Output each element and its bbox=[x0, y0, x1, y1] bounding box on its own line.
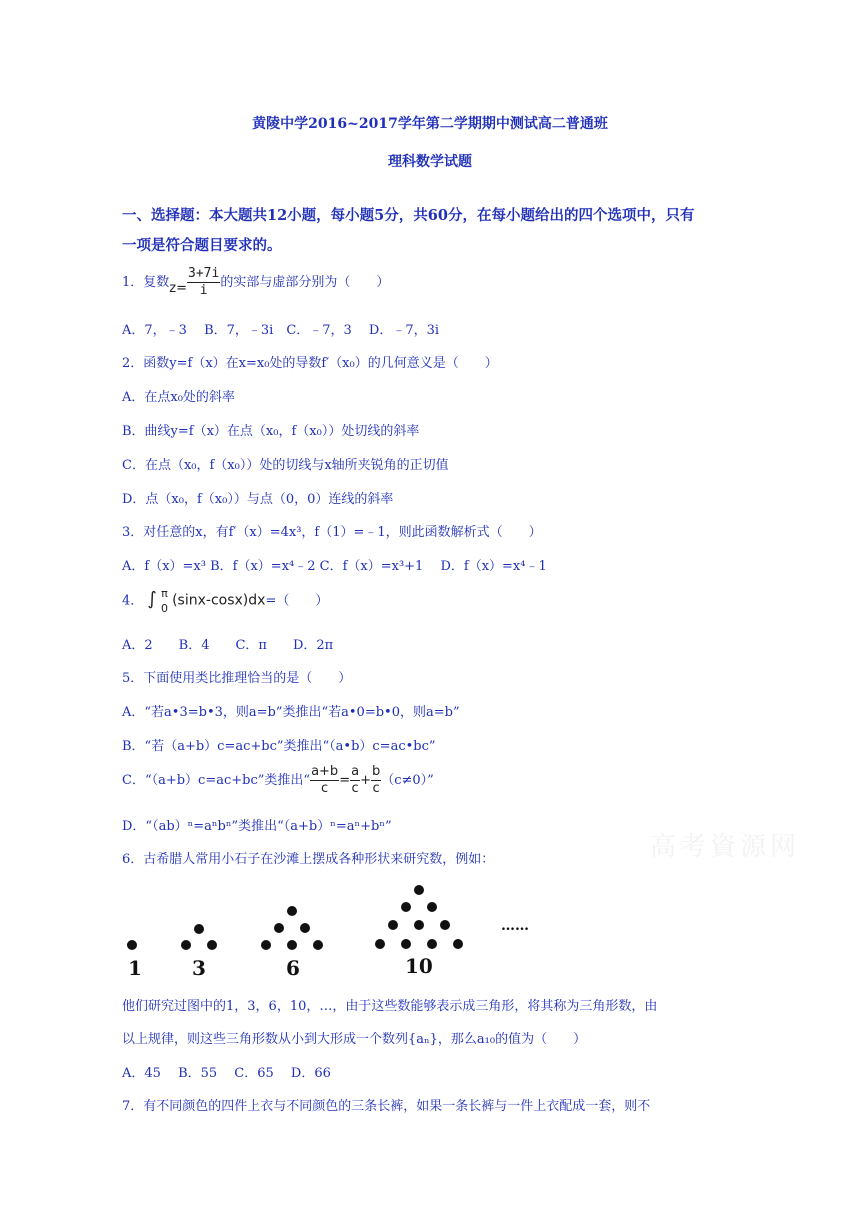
q5-frac-2-num: a bbox=[351, 764, 360, 779]
q5-option-c bbox=[122, 764, 434, 797]
figure-label-3: 3 bbox=[192, 956, 206, 980]
q6-text-line1: 他们研究过图中的1，3，6，10，…，由于这些数能够表示成三角形，将其称为三角形数，由 bbox=[122, 999, 658, 1014]
q7-stem: 7．有不同颜色的四件上衣与不同颜色的三条长裤，如果一条长裤与一件上衣配成一套，则不 bbox=[122, 1099, 651, 1114]
q2-option-a: A．在点x₀处的斜率 bbox=[122, 390, 235, 405]
q5-option-a: A．“若a•3=b•3，则a=b”类推出“若a•0=b•0，则a=b” bbox=[122, 705, 460, 720]
pebble bbox=[440, 920, 450, 930]
pebble bbox=[414, 920, 424, 930]
q5-option-b: B．“若（a+b）c=ac+bc”类推出“（a•b）c=ac•bc” bbox=[122, 739, 436, 754]
pebble bbox=[207, 940, 217, 950]
q5-frac-2 bbox=[350, 764, 360, 797]
q6-text-line2: 以上规律，则这些三角形数从小到大形成一个数列{aₙ}，那么a₁₀的值为（ ） bbox=[122, 1032, 587, 1047]
q4-stem bbox=[122, 588, 328, 614]
pebble bbox=[181, 940, 191, 950]
pebble bbox=[313, 940, 323, 950]
pebble bbox=[453, 939, 463, 949]
q4-upper-bound: π bbox=[161, 587, 168, 600]
q3-stem: 3．对任意的x，有f′（x）=4x³，f（1）=﹣1，则此函数解析式（ ） bbox=[122, 525, 542, 540]
q4-number: 4． bbox=[122, 593, 144, 609]
q5-option-d: D．“（ab）ⁿ=aⁿbⁿ”类推出“（a+b）ⁿ=aⁿ+bⁿ” bbox=[122, 819, 392, 834]
pebble bbox=[261, 940, 271, 950]
pebble bbox=[127, 940, 137, 950]
q5-option-c-prefix: C．“（a+b）c=ac+bc”类推出“ bbox=[122, 773, 311, 788]
q1-denominator: i bbox=[199, 283, 208, 298]
q4-options: A．2 B．4 C．π D．2π bbox=[122, 638, 334, 653]
pebble bbox=[375, 939, 385, 949]
q5-stem: 5．下面使用类比推理恰当的是（ ） bbox=[122, 671, 352, 686]
q4-suffix: =（ ） bbox=[265, 593, 329, 609]
q5-frac-3 bbox=[371, 764, 381, 797]
q1-numerator: 3+7i bbox=[188, 266, 220, 281]
pebble bbox=[287, 940, 297, 950]
section-heading bbox=[122, 201, 742, 261]
exam-title: 黄陵中学2016~2017学年第二学期期中测试高二普通班 bbox=[252, 116, 608, 132]
q5-frac-1 bbox=[310, 764, 339, 797]
pebble bbox=[287, 906, 297, 916]
pebble bbox=[427, 939, 437, 949]
pebble bbox=[274, 923, 284, 933]
pebble bbox=[388, 920, 398, 930]
q1-fraction bbox=[187, 266, 220, 299]
q5-frac-2-den: c bbox=[351, 781, 359, 796]
q1-stem bbox=[122, 266, 389, 299]
pebble bbox=[194, 924, 204, 934]
q6-stem: 6．古希腊人常用小石子在沙滩上摆成各种形状来研究数，例如： bbox=[122, 852, 495, 867]
q5-plus-sign: + bbox=[360, 773, 371, 788]
q5-option-c-suffix: （c≠0）” bbox=[381, 773, 434, 788]
figure-ellipsis: …… bbox=[501, 918, 529, 934]
q6-options: A．45 B．55 C．65 D．66 bbox=[122, 1066, 331, 1081]
q2-option-d: D．点（x₀，f（x₀））与点（0，0）连线的斜率 bbox=[122, 492, 394, 507]
pebble bbox=[414, 885, 424, 895]
figure-label-6: 6 bbox=[286, 956, 300, 980]
q4-lower-bound: 0 bbox=[160, 602, 168, 615]
q2-option-b: B．曲线y=f（x）在点（x₀，f（x₀））处切线的斜率 bbox=[122, 424, 420, 439]
figure-label-10: 10 bbox=[405, 954, 433, 978]
pebble bbox=[401, 939, 411, 949]
figure-label-1: 1 bbox=[128, 956, 142, 980]
q5-frac-3-num: b bbox=[371, 764, 381, 779]
pebble bbox=[401, 902, 411, 912]
q1-options: A．7，﹣3 B．7，﹣3i C．﹣7，3 D．﹣7，3i bbox=[122, 323, 440, 338]
q2-stem: 2．函数y=f（x）在x=x₀处的导数f′（x₀）的几何意义是（ ） bbox=[122, 356, 498, 371]
q5-frac-3-den: c bbox=[372, 781, 380, 796]
pebble bbox=[300, 923, 310, 933]
q4-integral-sign: ∫ bbox=[147, 588, 157, 610]
watermark: 高考資源网 bbox=[650, 832, 801, 862]
q2-option-c: C．在点（x₀，f（x₀））处的切线与x轴所夹锐角的正切值 bbox=[122, 458, 449, 473]
q5-eq-sign: = bbox=[339, 773, 351, 788]
q3-options: A．f（x）=x³ B．f（x）=x⁴﹣2 C．f（x）=x³+1 D．f（x）=x⁴﹣1 bbox=[122, 559, 547, 574]
q4-integrand: (sinx-cosx)dx bbox=[172, 592, 266, 609]
pebble bbox=[427, 902, 437, 912]
section-heading-line1: 一、选择题：本大题共12小题，每小题5分，共60分，在每小题给出的四个选项中，只有 bbox=[122, 207, 695, 224]
q5-frac-1-den: c bbox=[321, 781, 329, 796]
q1-prefix: 1．复数 bbox=[122, 275, 170, 290]
q5-frac-1-num: a+b bbox=[311, 764, 339, 779]
section-heading-line2: 一项是符合题目要求的。 bbox=[122, 237, 282, 254]
q4-bounds bbox=[161, 588, 168, 614]
q1-z-eq: z= bbox=[169, 281, 187, 296]
q1-suffix: 的实部与虚部分别为（ ） bbox=[220, 275, 390, 290]
exam-subtitle: 理科数学试题 bbox=[388, 154, 472, 170]
